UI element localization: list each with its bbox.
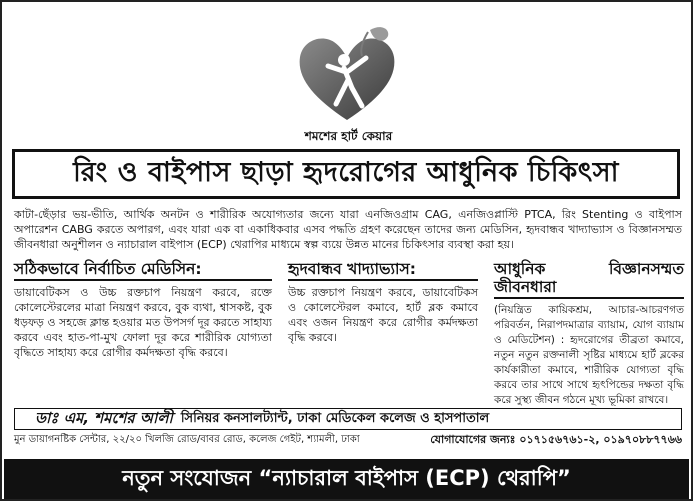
lifestyle-column: [494, 260, 684, 408]
lifestyle-heading: আধুনিক বিজ্ঞানসম্মত জীবনধারা: [494, 260, 684, 299]
headline-banner: [12, 149, 680, 199]
logo-caption: শমশের হার্ট কেয়ার: [304, 129, 393, 143]
diet-heading: হৃদবান্ধব খাদ্যাভ্যাস:: [288, 260, 478, 281]
medicine-heading: সঠিকভাবে নির্বাচিত মেডিসিন:: [14, 260, 272, 281]
intro-paragraph: কাটা-ছেঁড়ার ভয়-ভীতি, আর্থিক অনটন ও শারীরিক অযোগ্যতার জন্যে যারা এনজিওগ্রাম CAG, এনজিওপ্লাস্টি PTCA, রিং Stenting ও বাইপাস অপারেশন CABG করতে অপারগ, এবং যারা এক বা একাধিকবার এসব পদ্ধতি গ্রহণ করেছেন তাদের জন্য মেডিসিন, হৃদবান্ধব খাদ্যাভ্যাস ও বিজ্ঞানসম্মত জীবনধারা অনুশীলন ও ন্যাচারাল বাইপাস (ECP) থেরাপির মাধ্যমে স্বল্প ব্যয়ে উন্নত মানের চিকিৎসার ব্যবস্থা করা হয়।: [14, 208, 682, 251]
lifestyle-body: (নিয়ন্ত্রিত কায়িকশ্রম, আচার-আচরণগত পরিবর্তন, নিরাপদমাত্রার ব্যায়াম, যোগ ব্যায়াম ও মেডিটেশন) : হৃদরোগের তীব্রতা কমাবে, নতুন নতুন রক্তনালী সৃষ্টির মাধ্যমে হার্ট ব্লকের কার্যকারীতা কমাবে, শারীরিক যোগ্যতা বৃদ্ধি করবে তার সাথে সাথে হৃৎপিন্ডের দক্ষতা বৃদ্ধি করে সুস্থ্য জীবন গঠনে মূখ্য ভূমিকা রাখবে।: [494, 304, 684, 406]
diet-body: উচ্চ রক্তচাপ নিয়ন্ত্রণ করবে, ডায়াবেটিকস ও কোলেস্টেরল কমাবে, হার্ট ব্লক কমাবে এবং ওজন নিয়ন্ত্রণ করে রোগীর কর্মদক্ষতা বৃদ্ধি করবে।: [288, 286, 478, 344]
doctor-box: [14, 408, 682, 430]
headline-text: রিং ও বাইপাস ছাড়া হৃদরোগের আধুনিক চিকিৎসা: [73, 156, 619, 188]
heart-with-figure-logo: [292, 22, 402, 127]
footer-banner: [4, 459, 689, 499]
medicine-column: [14, 260, 272, 360]
doctor-title: সিনিয়র কনসালট্যান্ট, ঢাকা মেডিকেল কলেজ ও হাসপাতাল: [180, 410, 490, 426]
footer-text: নতুন সংযোজন “ন্যাচারাল বাইপাস (ECP) থেরাপি”: [122, 465, 571, 490]
address-line: [14, 433, 682, 447]
diet-column: [288, 260, 478, 345]
doctor-name: ডাঃ এম, শমশের আলী: [35, 408, 173, 427]
contact-phone: যোগাযোগের জন্যঃ ০১৭১৫৬৭৬১-২, ০১৯৭০৮৮৭৭৬৬: [430, 433, 682, 446]
address-location: মুন ডায়াগনষ্টিক সেন্টার, ২২/২০ খিলজি রোড/বাবর রোড, কলেজ গেইট, শ্যামলী, ঢাকা: [14, 434, 360, 445]
medicine-body: ডায়াবেটিকস ও উচ্চ রক্তচাপ নিয়ন্ত্রণ করবে, রক্তে কোলেস্টেরলের মাত্রা নিয়ন্ত্রণ করবে, বুক ব্যথা, শ্বাসকষ্ট, বুক ধড়ফড় ও সহজে ক্লান্ত হওয়ার মত উপসর্গ দূর করতে সাহায্য করবে এবং হাত-পা-মুখ ফোলা দূর করে শারীরিক যোগ্যতা বৃদ্ধিতে সাহায্য করে রোগীর কর্মদক্ষতা বৃদ্ধি করবে।: [14, 286, 272, 359]
